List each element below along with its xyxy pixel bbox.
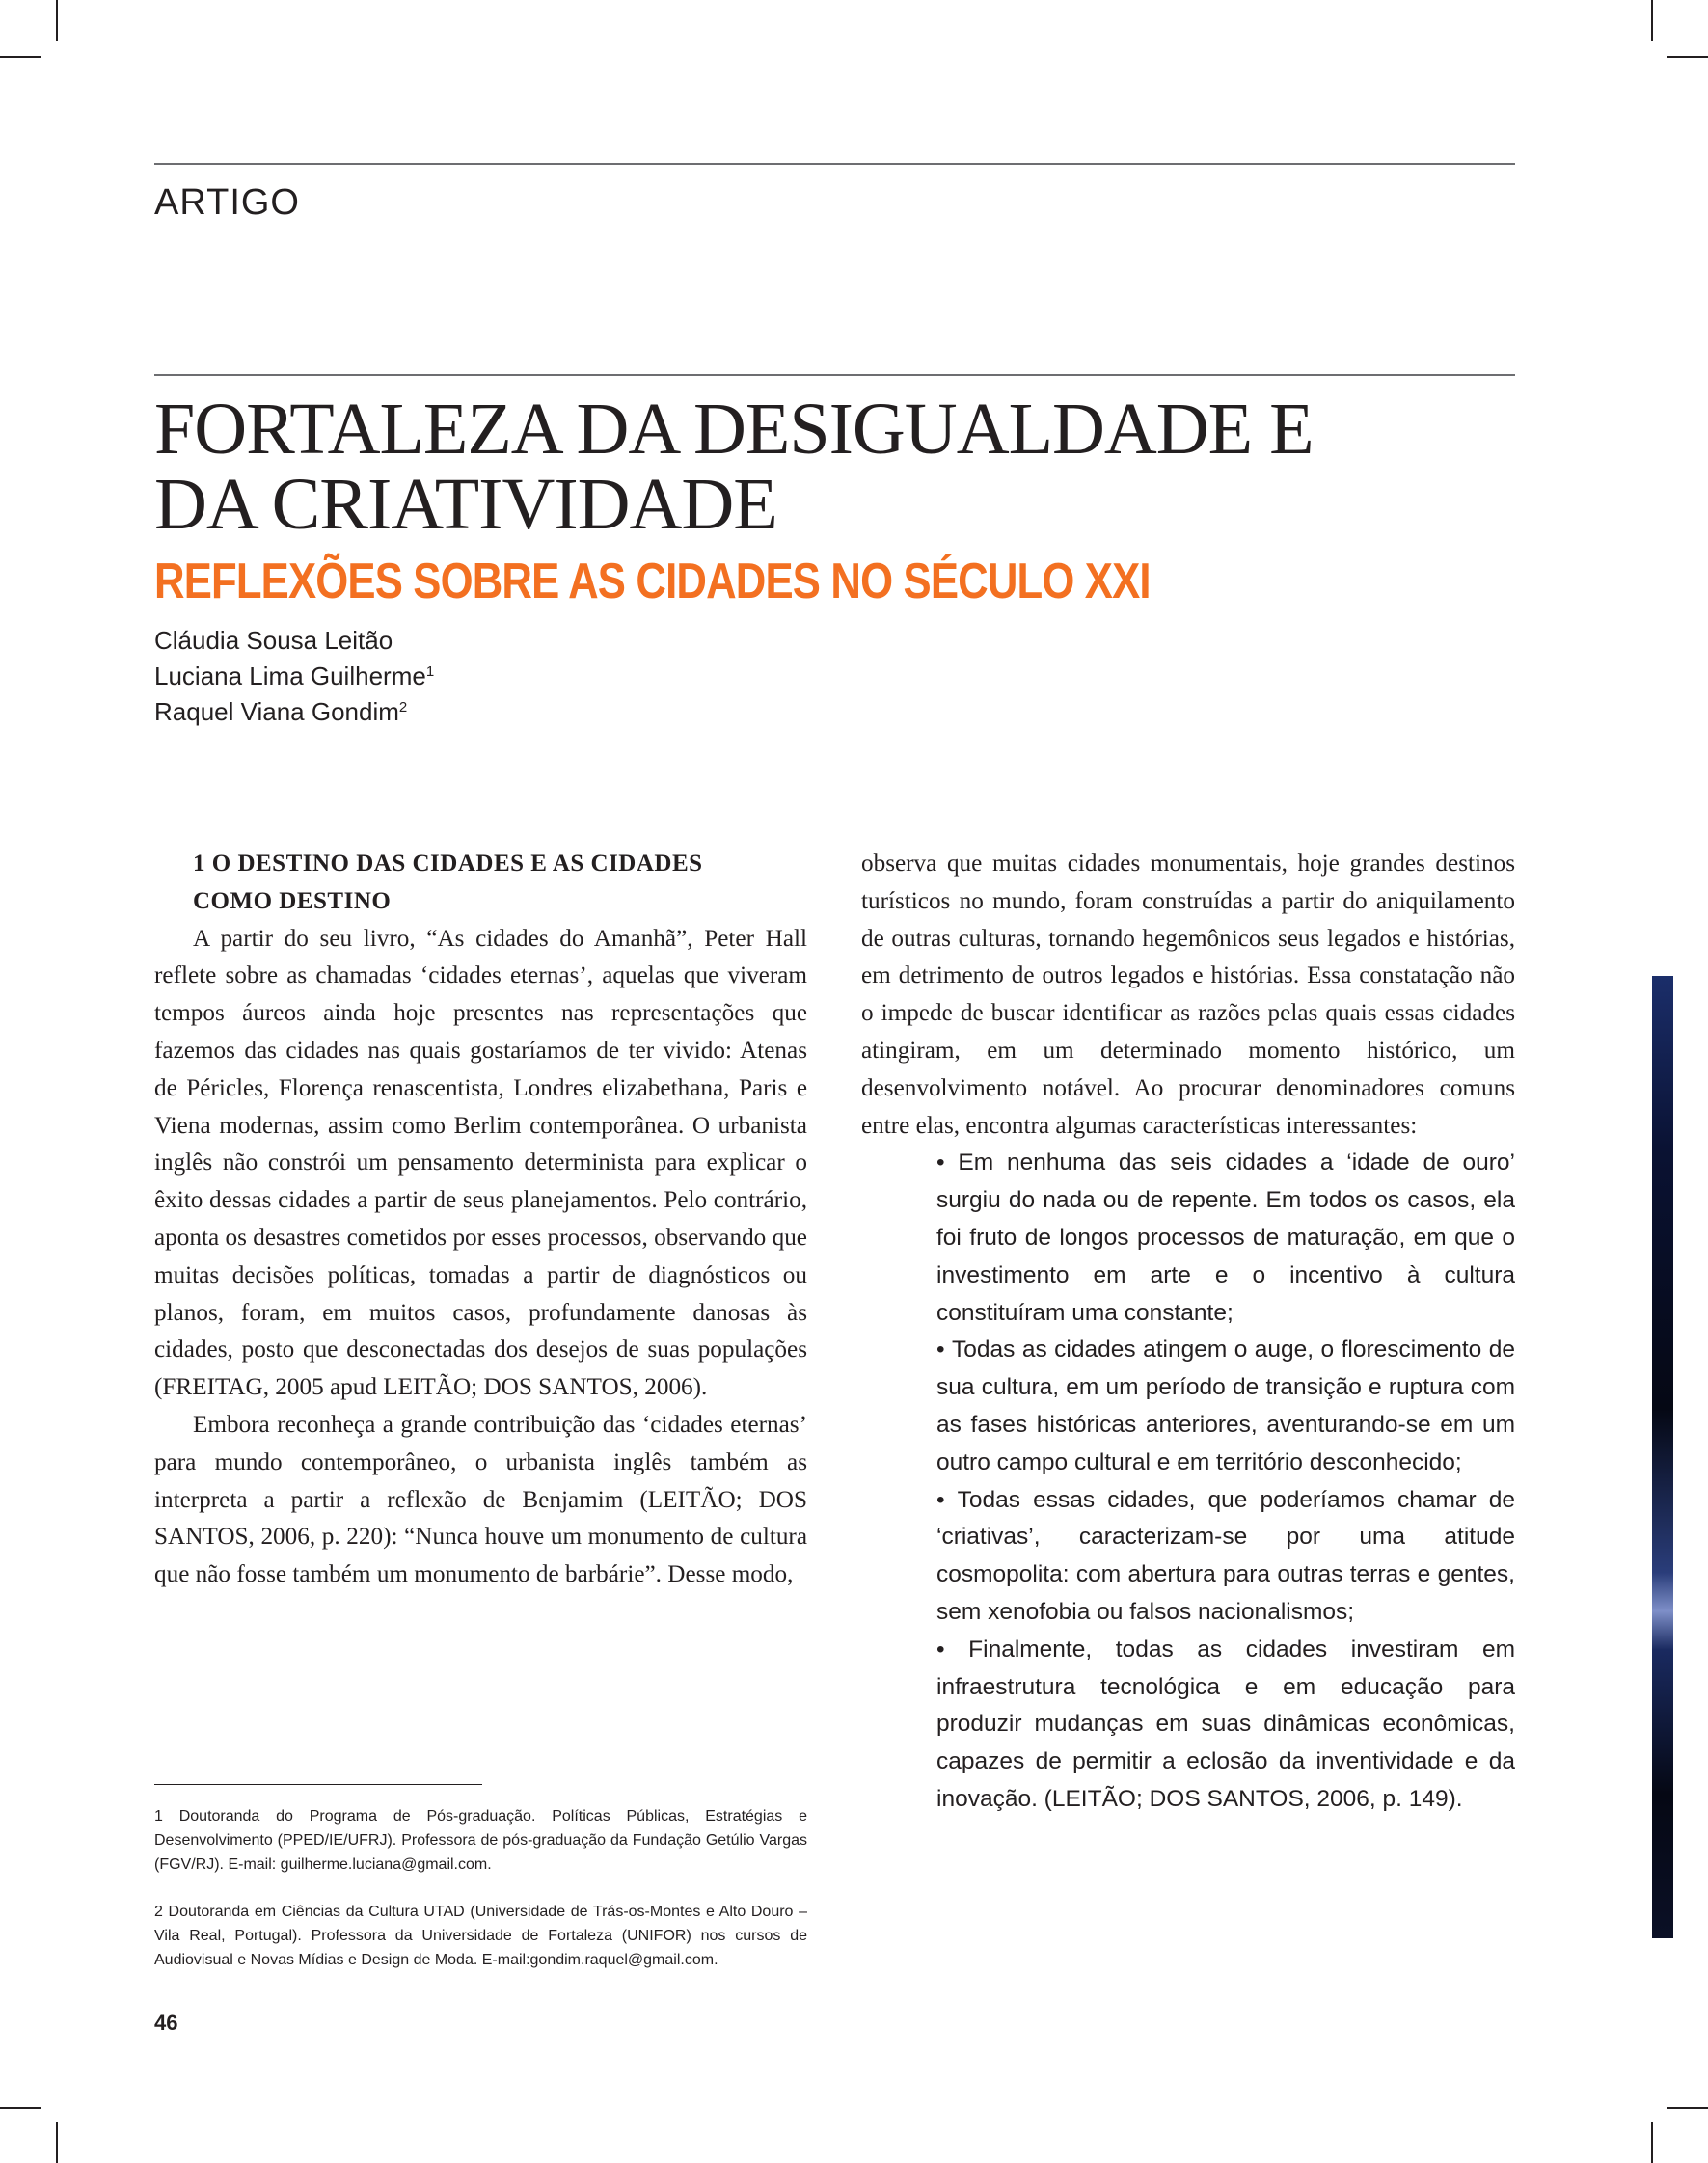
- right-column: [861, 846, 1515, 1819]
- list-item: • Em nenhuma das seis cidades a ‘idade de ouro’ surgiu do nada ou de repente. Em todos os casos, ela foi fruto de longos processos de maturação, em que o investimento em arte e o incentivo à cultura constituíram uma constante;: [936, 1145, 1515, 1332]
- author-name: Luciana Lima Guilherme: [154, 662, 426, 690]
- page-number: 46: [154, 2011, 178, 2035]
- footnote-marker: 2: [398, 699, 408, 716]
- author: [154, 623, 434, 659]
- characteristics-list: [936, 1145, 1515, 1818]
- decorative-side-strip: [1652, 976, 1673, 1938]
- section-label: ARTIGO: [154, 182, 300, 223]
- section-heading-line-1: 1 O DESTINO DAS CIDADES E AS CIDADES: [193, 851, 703, 877]
- section-heading-line-2: COMO DESTINO: [193, 887, 392, 914]
- title-rule: [154, 374, 1515, 376]
- article-subtitle: REFLEXÕES SOBRE AS CIDADES NO SÉCULO XXI: [154, 554, 1151, 609]
- body-paragraph: observa que muitas cidades monumentais, hoje grandes destinos turísticos no mundo, foram construídas a partir do aniquilamento de outras culturas, tornando hegemônicos seus legados e histórias, em detrimento de outros legados e histórias. Essa constatação não o impede de buscar identificar as razões pelas quais essas cidades atingiram, em um determinado momento histórico, um desenvolvimento notável. Ao procurar denominadores comuns entre elas, encontra algumas características interessantes:: [861, 851, 1515, 1139]
- crop-mark-bottom-right-vertical: [1651, 2122, 1653, 2163]
- list-item: • Finalmente, todas as cidades investiram em infraestrutura tecnológica e em educação para produzir mudanças em suas dinâmicas econômicas, capazes de permitir a eclosão da inventividade e da inovação. (LEITÃO; DOS SANTOS, 2006, p. 149).: [936, 1632, 1515, 1819]
- body-paragraph: Embora reconheça a grande contribuição das ‘cidades eternas’ para mundo contemporâneo, o urbanista inglês também as interpreta a partir a reflexão de Benjamim (LEITÃO; DOS SANTOS, 2006, p. 220): “Nunca houve um monumento de cultura que não fosse também um monumento de barbárie”. Desse modo,: [154, 1411, 807, 1588]
- author-list: [154, 623, 434, 730]
- crop-mark-top-right-vertical: [1651, 0, 1653, 41]
- left-column: [154, 846, 807, 1594]
- footnotes: [154, 1804, 807, 1995]
- crop-mark-bottom-right-horizontal: [1667, 2107, 1708, 2109]
- list-item: • Todas as cidades atingem o auge, o florescimento de sua cultura, em um período de transição e ruptura com as fases históricas anteriores, aventurando-se em um outro campo cultural e em território desconhecido;: [936, 1332, 1515, 1481]
- author-name: Raquel Viana Gondim: [154, 697, 399, 726]
- author: [154, 659, 434, 694]
- body-paragraph: A partir do seu livro, “As cidades do Amanhã”, Peter Hall reflete sobre as chamadas ‘cidades eternas’, aquelas que viveram tempos áureos ainda hoje presentes nas representações que fazemos das cidades nas quais gostaríamos de ter vivido: Atenas de Péricles, Florença renascentista, Londres elizabethana, Paris e Viena modernas, assim como Berlim contemporânea. O urbanista inglês não constrói um pensamento determinista para explicar o êxito dessas cidades a partir de seus planejamentos. Pelo contrário, aponta os desastres cometidos por esses processos, observando que muitas decisões políticas, tomadas a partir de diagnósticos ou planos, foram, em muitos casos, profundamente danosas às cidades, posto que desconectadas dos desejos de suas populações (FREITAG, 2005 apud LEITÃO; DOS SANTOS, 2006).: [154, 925, 807, 1401]
- footnote-rule: [154, 1784, 482, 1785]
- title-line-2: DA CRIATIVIDADE: [154, 464, 777, 545]
- crop-mark-top-left-horizontal: [0, 56, 41, 58]
- footnote: 1 Doutoranda do Programa de Pós-graduação. Políticas Públicas, Estratégias e Desenvolvimento (PPED/IE/UFRJ). Professora de pós-graduação da Fundação Getúlio Vargas (FGV/RJ). E-mail: guilherme.luciana@gmail.com.: [154, 1808, 807, 1873]
- crop-mark-bottom-left-vertical: [56, 2122, 58, 2163]
- crop-mark-bottom-left-horizontal: [0, 2107, 41, 2109]
- section-heading: [193, 846, 807, 921]
- footnote: 2 Doutoranda em Ciências da Cultura UTAD (Universidade de Trás-os-Montes e Alto Douro – Vila Real, Portugal). Professora da Universidade de Fortaleza (UNIFOR) nos cursos de Audiovisual e Novas Mídias e Design de Moda. E-mail:gondim.raquel@gmail.com.: [154, 1904, 807, 1968]
- crop-mark-top-left-vertical: [56, 0, 58, 41]
- title-line-1: FORTALEZA DA DESIGUALDADE E: [154, 389, 1314, 470]
- top-rule: [154, 163, 1515, 165]
- crop-mark-top-right-horizontal: [1667, 56, 1708, 58]
- list-item: • Todas essas cidades, que poderíamos chamar de ‘criativas’, caracterizam-se por uma atitude cosmopolita: com abertura para outras terras e gentes, sem xenofobia ou falsos nacionalismos;: [936, 1482, 1515, 1632]
- article-title: [154, 389, 1485, 545]
- footnote-marker: 1: [425, 663, 435, 680]
- author: [154, 694, 434, 730]
- author-name: Cláudia Sousa Leitão: [154, 626, 393, 655]
